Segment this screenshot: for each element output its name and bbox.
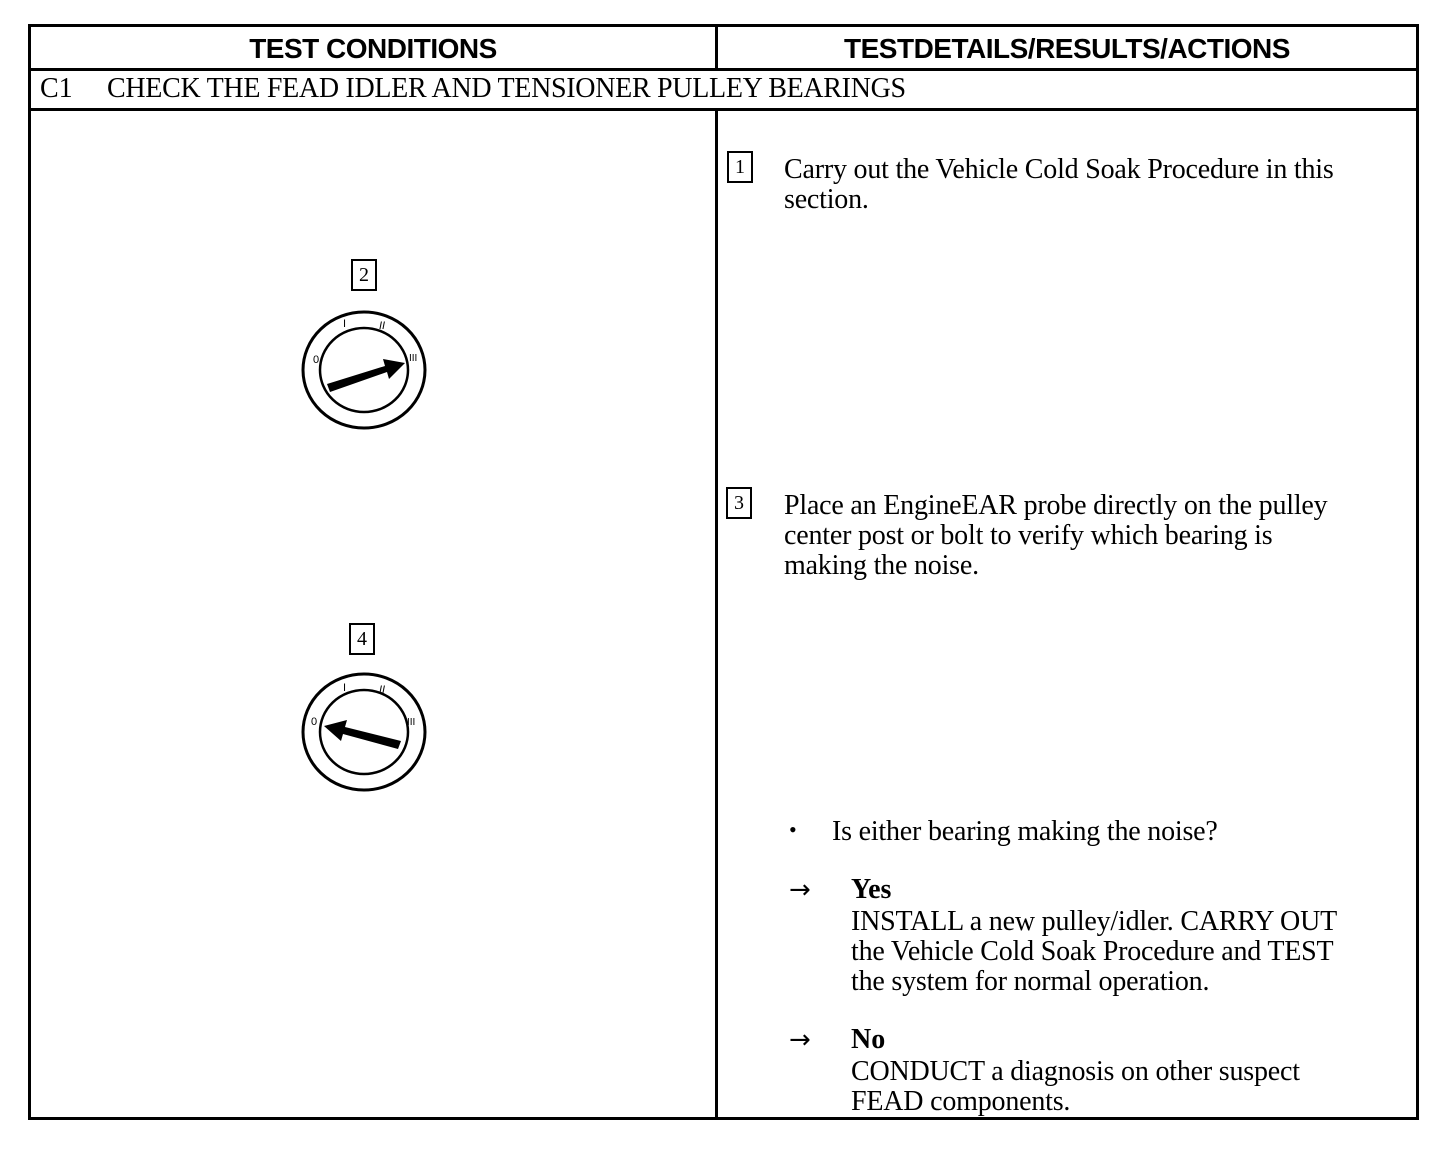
question-text: Is either bearing making the noise? — [832, 816, 1218, 847]
section-title: CHECK THE FEAD IDLER AND TENSIONER PULLEY BEARINGS — [107, 73, 906, 104]
step-1-line-2: section. — [784, 184, 869, 215]
step-1-box: 1 — [727, 151, 753, 183]
header-row — [31, 27, 1416, 71]
answer-yes-text — [851, 907, 1337, 997]
header-test-conditions: TEST CONDITIONS — [249, 33, 497, 64]
step-3-line-3: making the noise. — [784, 550, 979, 581]
arrow-right-icon: → — [789, 875, 811, 905]
dial-label-ii: II — [379, 320, 386, 332]
bullet-icon: • — [789, 817, 797, 842]
answer-no-label: No — [851, 1024, 886, 1055]
column-divider — [715, 111, 718, 1117]
header-test-details: TESTDETAILS/RESULTS/ACTIONS — [844, 33, 1290, 64]
step-1-line-1: Carry out the Vehicle Cold Soak Procedure in this — [784, 154, 1334, 185]
diagnostic-table — [28, 24, 1419, 1120]
answer-no-text — [851, 1057, 1300, 1117]
step-3-text — [784, 491, 1327, 581]
dial-label-0: 0 — [311, 716, 318, 728]
step-3-line-2: center post or bolt to verify which bearing is — [784, 520, 1273, 551]
step-2-box: 2 — [351, 259, 377, 291]
ignition-switch-icon — [299, 671, 429, 793]
step-3-line-1: Place an EngineEAR probe directly on the pulley — [784, 490, 1328, 521]
answer-no-line-2: FEAD components. — [851, 1086, 1071, 1117]
dial-label-ii: II — [379, 684, 386, 696]
section-row — [31, 68, 1416, 111]
step-4-box: 4 — [349, 623, 375, 655]
dial-label-i: I — [343, 682, 347, 694]
section-id: C1 — [40, 73, 73, 104]
answer-yes-label: Yes — [851, 874, 892, 905]
dial-label-0: 0 — [313, 354, 320, 366]
step-3-box: 3 — [726, 487, 752, 519]
dial-label-iii: III — [407, 717, 416, 728]
answer-no-line-1: CONDUCT a diagnosis on other suspect — [851, 1056, 1300, 1087]
dial-label-iii: III — [409, 353, 418, 364]
ignition-switch-icon — [299, 309, 429, 431]
answer-yes-line-1: INSTALL a new pulley/idler. CARRY OUT — [851, 906, 1338, 937]
answer-yes-line-3: the system for normal operation. — [851, 966, 1210, 997]
arrow-right-icon: → — [789, 1025, 811, 1055]
header-divider — [715, 27, 718, 68]
step-1-text — [784, 155, 1334, 215]
answer-yes-line-2: the Vehicle Cold Soak Procedure and TEST — [851, 936, 1334, 967]
dial-label-i: I — [343, 318, 347, 330]
